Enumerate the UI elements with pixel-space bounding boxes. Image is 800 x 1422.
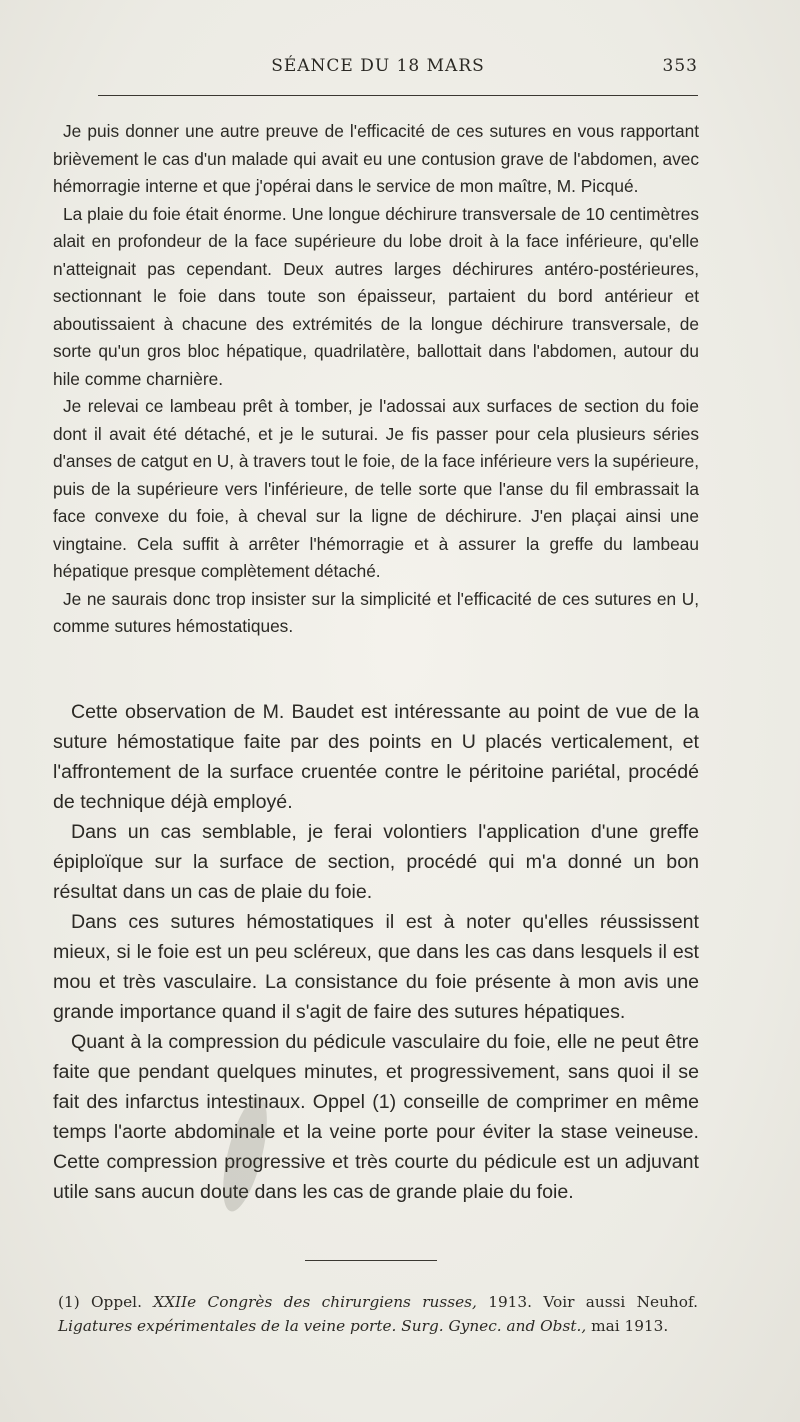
footnote-work-title: Ligatures expérimentales de la veine porte. <box>58 1317 397 1335</box>
header-title: SÉANCE DU 18 MARS <box>271 56 485 76</box>
quoted-report <box>53 118 699 641</box>
footnote-congress: XXIIe Congrès des chirurgiens russes, <box>153 1293 477 1311</box>
footnote-date: mai 1913. <box>591 1317 669 1335</box>
footnote-marker: (1) Oppel. <box>58 1293 142 1311</box>
paragraph: Je relevai ce lambeau prêt à tomber, je l'adossai aux surfaces de section du foie dont il avait été détaché, et je le suturai. Je fis passer pour cela plusieurs séries d'anses de catgut en U, à travers tout le foie, de la face inférieure vers la supérieure, puis de la supérieure vers l'inférieure, de telle sorte que l'anse du fil embrassait la face convexe du foie, à cheval sur la ligne de déchirure. J'en plaçai ainsi une vingtaine. Cela suffit à arrêter l'hémorragie et à assurer la greffe du lambeau hépatique presque complètement détaché. <box>53 396 699 581</box>
footnote-year: 1913. Voir aussi Neuhof. <box>488 1293 698 1311</box>
footnote-journal: Surg. Gynec. and Obst., <box>401 1317 587 1335</box>
footnote <box>58 1290 698 1338</box>
paragraph: Quant à la compression du pédicule vasculaire du foie, elle ne peut être faite que pendant quelques minutes, et progressivement, sans quoi il se fait des infarctus intestinaux. Oppel (1) conseille de comprimer en même temps l'aorte abdominale et la veine porte pour éviter la stase veineuse. Cette compression progressive et très courte du pédicule est un adjuvant utile sans aucun doute dans les cas de grande plaie du foie. <box>53 1031 699 1203</box>
page-number: 353 <box>662 56 698 76</box>
running-header <box>58 52 698 82</box>
paragraph: Dans ces sutures hémostatiques il est à noter qu'elles réussissent mieux, si le foie est un peu scléreux, que dans les cas dans lesquels il est mou et très vasculaire. La consistance du foie présente à mon avis une grande importance quand il s'agit de faire des sutures hépatiques. <box>53 911 699 1023</box>
header-rule <box>98 95 698 96</box>
paragraph: Cette observation de M. Baudet est intéressante au point de vue de la suture hémostatique faite par des points en U placés verticalement, et l'affrontement de la surface cruentée contre le péritoine pariétal, procédé de technique déjà employé. <box>53 701 699 813</box>
paragraph: Je ne saurais donc trop insister sur la simplicité et l'efficacité de ces sutures en U, comme sutures hémostatiques. <box>53 588 699 636</box>
paragraph: La plaie du foie était énorme. Une longue déchirure transversale de 10 centimètres alait en profondeur de la face supérieure du lobe droit à la face inférieure, qu'elle n'atteignait pas cependant. Deux autres larges déchirures antéro-postérieures, sectionnant le foie dans toute son épaisseur, partaient du bord antérieur et aboutissaient à chacune des extrémités de la longue déchirure transversale, de sorte qu'un gros bloc hépatique, quadrilatère, ballottait dans l'abdomen, autour du hile comme charnière. <box>53 203 699 389</box>
commentary <box>53 697 699 1207</box>
paragraph: Je puis donner une autre preuve de l'efficacité de ces sutures en vous rapportant brièvement le cas d'un malade qui avait eu une contusion grave de l'abdomen, avec hémorragie interne et que j'opérai dans le service de mon maître, M. Picqué. <box>53 121 699 196</box>
paragraph: Dans un cas semblable, je ferai volontiers l'application d'une greffe épiploïque sur la surface de section, procédé qui m'a donné un bon résultat dans un cas de plaie du foie. <box>53 821 699 903</box>
footnote-rule <box>305 1260 437 1261</box>
